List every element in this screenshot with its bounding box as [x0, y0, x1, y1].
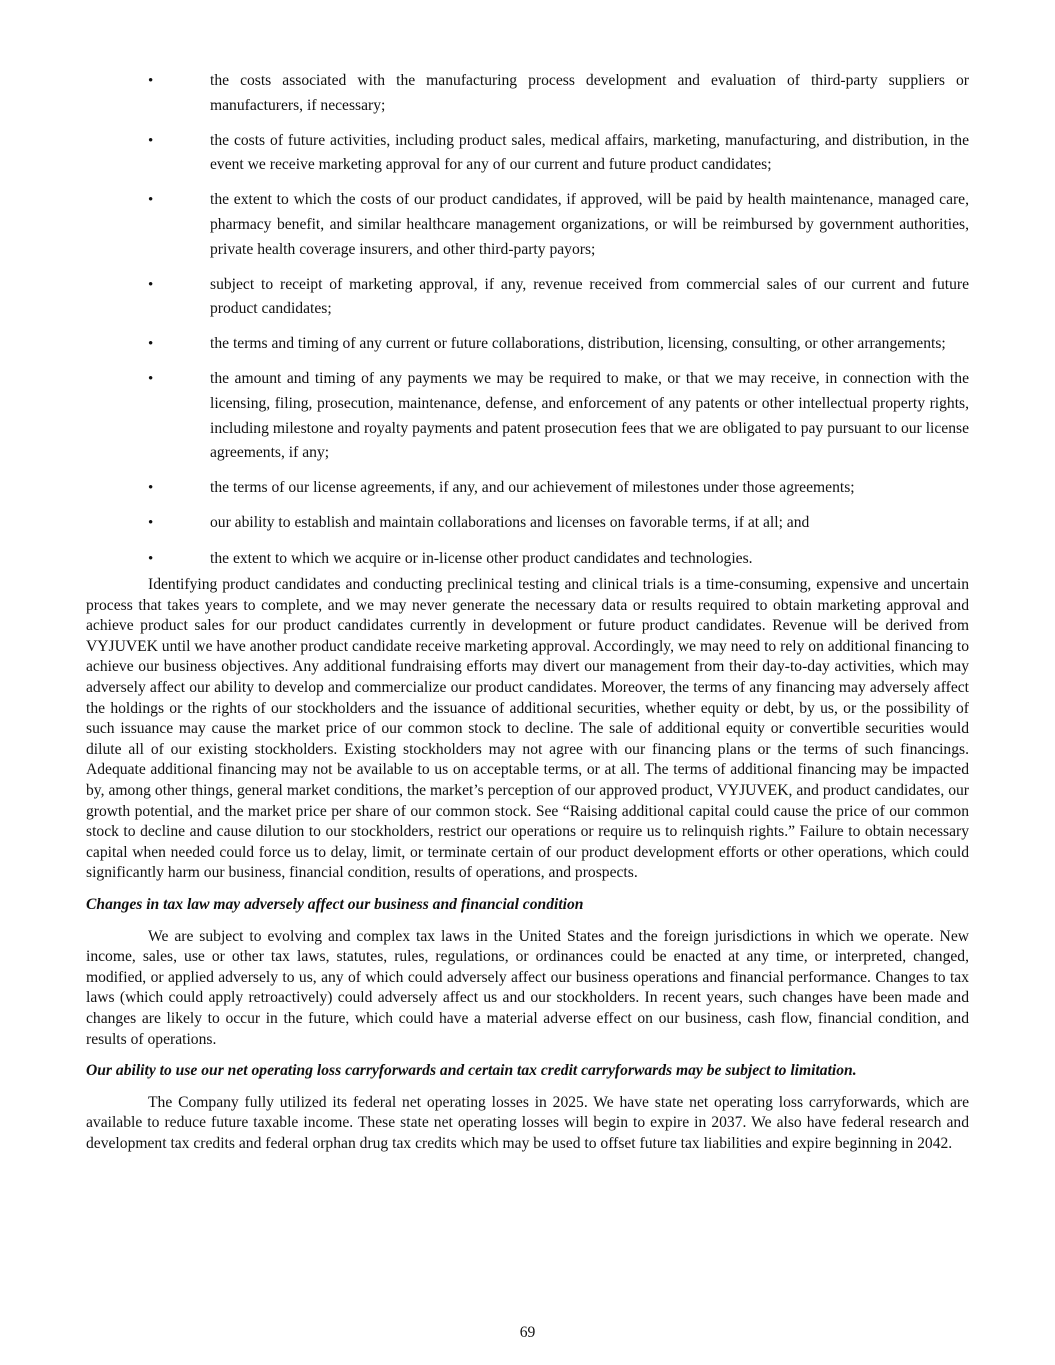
bullet-icon: • [148, 480, 154, 497]
bullet-item [86, 129, 969, 178]
bullet-icon: • [148, 550, 154, 567]
bullet-text: our ability to establish and maintain collaborations and licenses on favorable terms, if at all; and [210, 514, 810, 532]
bullet-item [86, 511, 969, 536]
bullet-text: the terms of our license agreements, if any, and our achievement of milestones under those agreements; [210, 479, 855, 497]
bullet-icon: • [148, 276, 154, 293]
bullet-icon: • [148, 192, 154, 209]
bullet-icon: • [148, 336, 154, 353]
bullet-icon: • [148, 73, 154, 89]
bullet-text: the costs associated with the manufacturing process development and evaluation of third-party suppliers or manufacturers, if necessary; [210, 72, 969, 114]
bullet-item [86, 69, 969, 118]
bullet-icon: • [148, 515, 154, 532]
body-paragraph: The Company fully utilized its federal net operating losses in 2025. We have state net operating loss carryforwards, which are available to reduce future taxable income. These state net operating losses will begin to expire in 2037. We also have federal research and development tax credits and federal orphan drug tax credits which may be used to offset future tax liabilities and expire beginning in 2042. [86, 1093, 969, 1152]
section-heading: Our ability to use our net operating loss carryforwards and certain tax credit carryforwards may be subject to limitation. [86, 1062, 857, 1080]
bullet-item [86, 332, 969, 357]
page-number: 69 [519, 1324, 536, 1341]
body-paragraph: Identifying product candidates and conducting preclinical testing and clinical trials is a time-consuming, expensive and uncertain process that takes years to complete, and we may never generate the necessary data or results required to obtain marketing approval and achieve product sales for our product candidates currently in development or future product candidates. Revenue will be derived from VYJUVEK until we have another product candidate receive marketing approval. Accordingly, we may need to rely on additional financing to achieve our business objectives. Any additional fundraising efforts may divert our management from their day-to-day activities, which may adversely affect our ability to develop and commercialize our product candidates. Moreover, the terms of any financing may adversely affect the holdings or the rights of our stockholders and the issuance of additional securities, whether equity or debt, by us, or the possibility of such issuance may cause the market price of our common stock to decline. The sale of additional equity or convertible securities would dilute all of our existing stockholders. Existing stockholders may not agree with our financing plans or the terms of such financings. Adequate additional financing may not be available to us on acceptable terms, or at all. The terms of additional financing may be impacted by, among other things, general market conditions, the market’s perception of our approved product, VYJUVEK, and product candidates, our growth potential, and the market price per share of our common stock. See “Raising additional capital could cause the price of our common stock to decline and cause dilution to our stockholders, restrict our operations or require us to relinquish rights.” Failure to obtain necessary capital when needed could force us to delay, limit, or terminate certain of our product development efforts or other operations, which could significantly harm our business, financial condition, results of operations, and prospects. [86, 576, 969, 882]
bullet-text: the costs of future activities, including product sales, medical affairs, marketing, manufacturing, and distribution, in the event we receive marketing approval for any of our current and future product candidates; [210, 131, 969, 174]
bullet-icon: • [148, 371, 154, 388]
bullet-item [86, 367, 969, 465]
section-heading: Changes in tax law may adversely affect our business and financial condition [86, 896, 584, 913]
bullet-item [86, 476, 969, 501]
bullet-text: the amount and timing of any payments we may be required to make, or that we may receive, in connection with the licensing, filing, prosecution, maintenance, defense, and enforcement of any patents or other intellectual property rights, including milestone and royalty payments and patent prosecution fees that we are obligated to pay pursuant to our license agreements, if any; [210, 370, 969, 462]
bullet-item [86, 547, 969, 572]
body-paragraph: We are subject to evolving and complex tax laws in the United States and the foreign jurisdictions in which we operate. New income, sales, use or other tax laws, statutes, rules, regulations, or ordinances could be enacted at any time, or interpreted, changed, modified, or applied adversely to us, any of which could adversely affect our business operations and financial performance. Changes to tax laws (which could apply retroactively) could adversely affect us and our stockholders. In recent years, such changes have been made and changes are likely to occur in the future, which could have a material adverse effect on our business, cash flow, financial condition, and results of operations. [86, 927, 969, 1048]
bullet-list [86, 69, 969, 571]
bullet-item [86, 188, 969, 262]
bullet-text: the extent to which the costs of our product candidates, if approved, will be paid by health maintenance, managed care, pharmacy benefit, and similar healthcare management organizations, or will be reimbursed by government authorities, private health coverage insurers, and other third-party payors; [210, 191, 969, 258]
bullet-item [86, 273, 969, 322]
document-page [86, 69, 969, 1155]
bullet-text: the terms and timing of any current or future collaborations, distribution, licensing, consulting, or other arrangements; [210, 335, 946, 353]
bullet-icon: • [148, 132, 154, 149]
bullet-text: subject to receipt of marketing approval, if any, revenue received from commercial sales of our current and future product candidates; [210, 275, 969, 318]
bullet-text: the extent to which we acquire or in-license other product candidates and technologies. [210, 549, 753, 567]
